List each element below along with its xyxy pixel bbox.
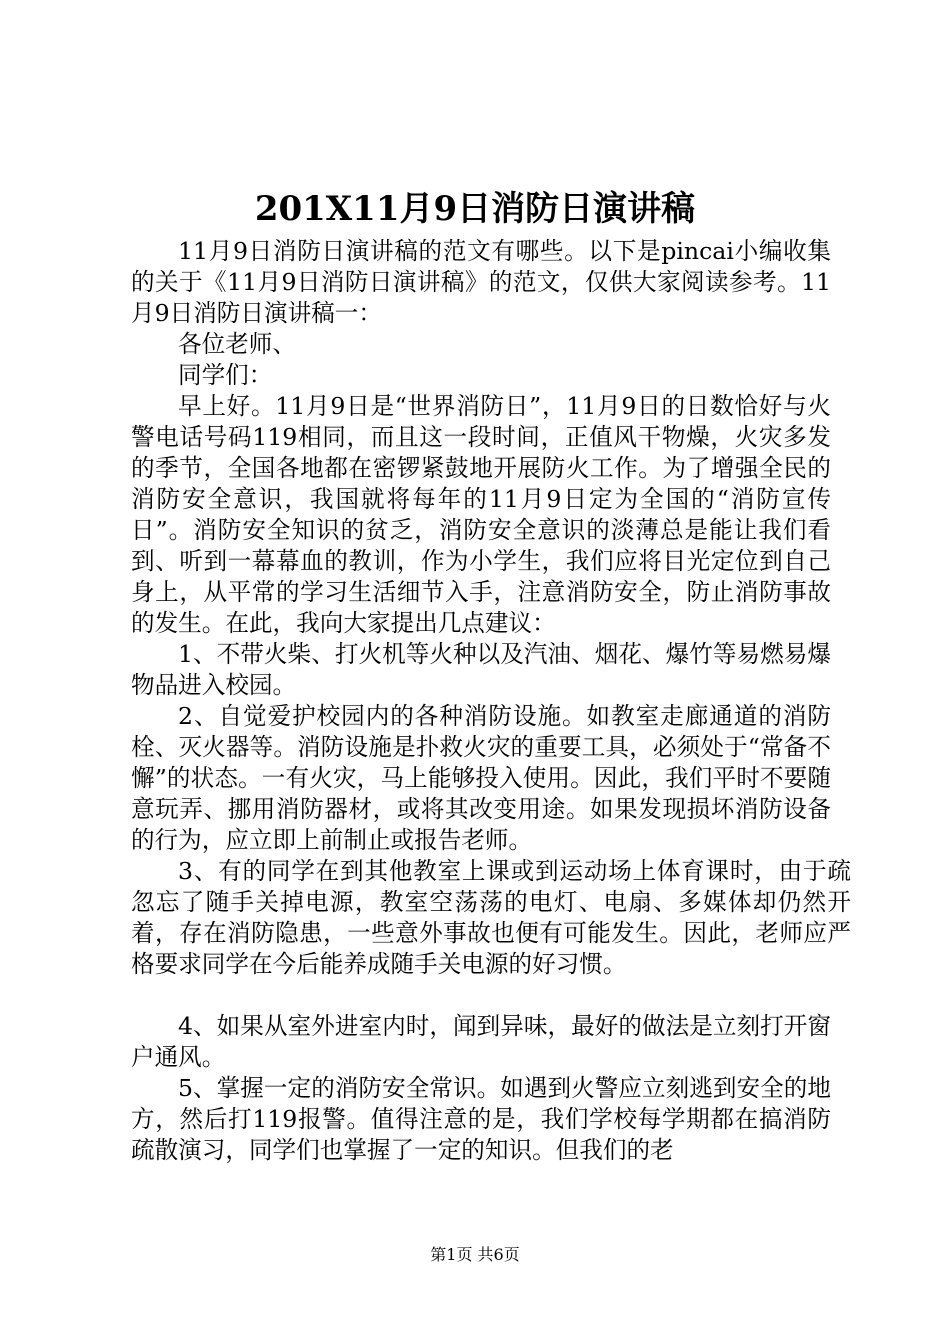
paragraph-salutation-teachers: 各位老师、 [178,330,296,358]
paragraph-salutation-students: 同学们： [178,361,273,389]
document-title: 201X11月9日消防日演讲稿 [254,189,696,229]
paragraph-suggestion-5: 5、掌握一定的消防安全常识。如遇到火警应立刻逃到安全的地方，然后打119报警。值得注意的是，我们学校每学期都在搞消防疏散演习，同学们也掌握了一定的知识。但我们的老 [131,1074,831,1164]
paragraph-suggestion-2: 2、自觉爱护校园内的各种消防设施。如教室走廊通道的消防栓、灭火器等。消防设施是扑救火灾的重要工具，必须处于“常备不懈”的状态。一有火灾，马上能够投入使用。因此，我们平时不要随意玩弄、挪用消防器材，或将其改变用途。如果发现损坏消防设备的行为，应立即上前制止或报告老师。 [131,702,831,854]
paragraph-greeting: 早上好。11月9日是“世界消防日”，11月9日的日数恰好与火警电话号码119相同，而且这一段时间，正值风干物燥，火灾多发的季节，全国各地都在密锣紧鼓地开展防火工作。为了增强全民的消防安全意识，我国就将每年的11月9日定为全国的“消防宣传日”。消防安全知识的贫乏，消防安全意识的淡薄总是能让我们看到、听到一幕幕血的教训，作为小学生，我们应将目光定位到自己身上，从平常的学习生活细节入手，注意消防安全，防止消防事故的发生。在此，我向大家提出几点建议： [131,392,831,637]
paragraph-suggestion-3: 3、有的同学在到其他教室上课或到运动场上体育课时，由于疏忽忘了随手关掉电源，教室空荡荡的电灯、电扇、多媒体却仍然开着，存在消防隐患，一些意外事故也便有可能发生。因此，老师应严格要求同学在今后能养成随手关电源的好习惯。 [131,857,851,978]
paragraph-intro: 11月9日消防日演讲稿的范文有哪些。以下是pincai小编收集的关于《11月9日消防日演讲稿》的范文，仅供大家阅读参考。11月9日消防日演讲稿一： [131,237,831,327]
paragraph-suggestion-1: 1、不带火柴、打火机等火种以及汽油、烟花、爆竹等易燃易爆物品进入校园。 [131,640,831,699]
paragraph-suggestion-4: 4、如果从室外进室内时，闻到异味，最好的做法是立刻打开窗户通风。 [131,1012,831,1071]
paragraph-spacer [131,980,831,1011]
document-body [131,236,851,1166]
page-number-footer: 第1页 共6页 [430,1245,520,1264]
